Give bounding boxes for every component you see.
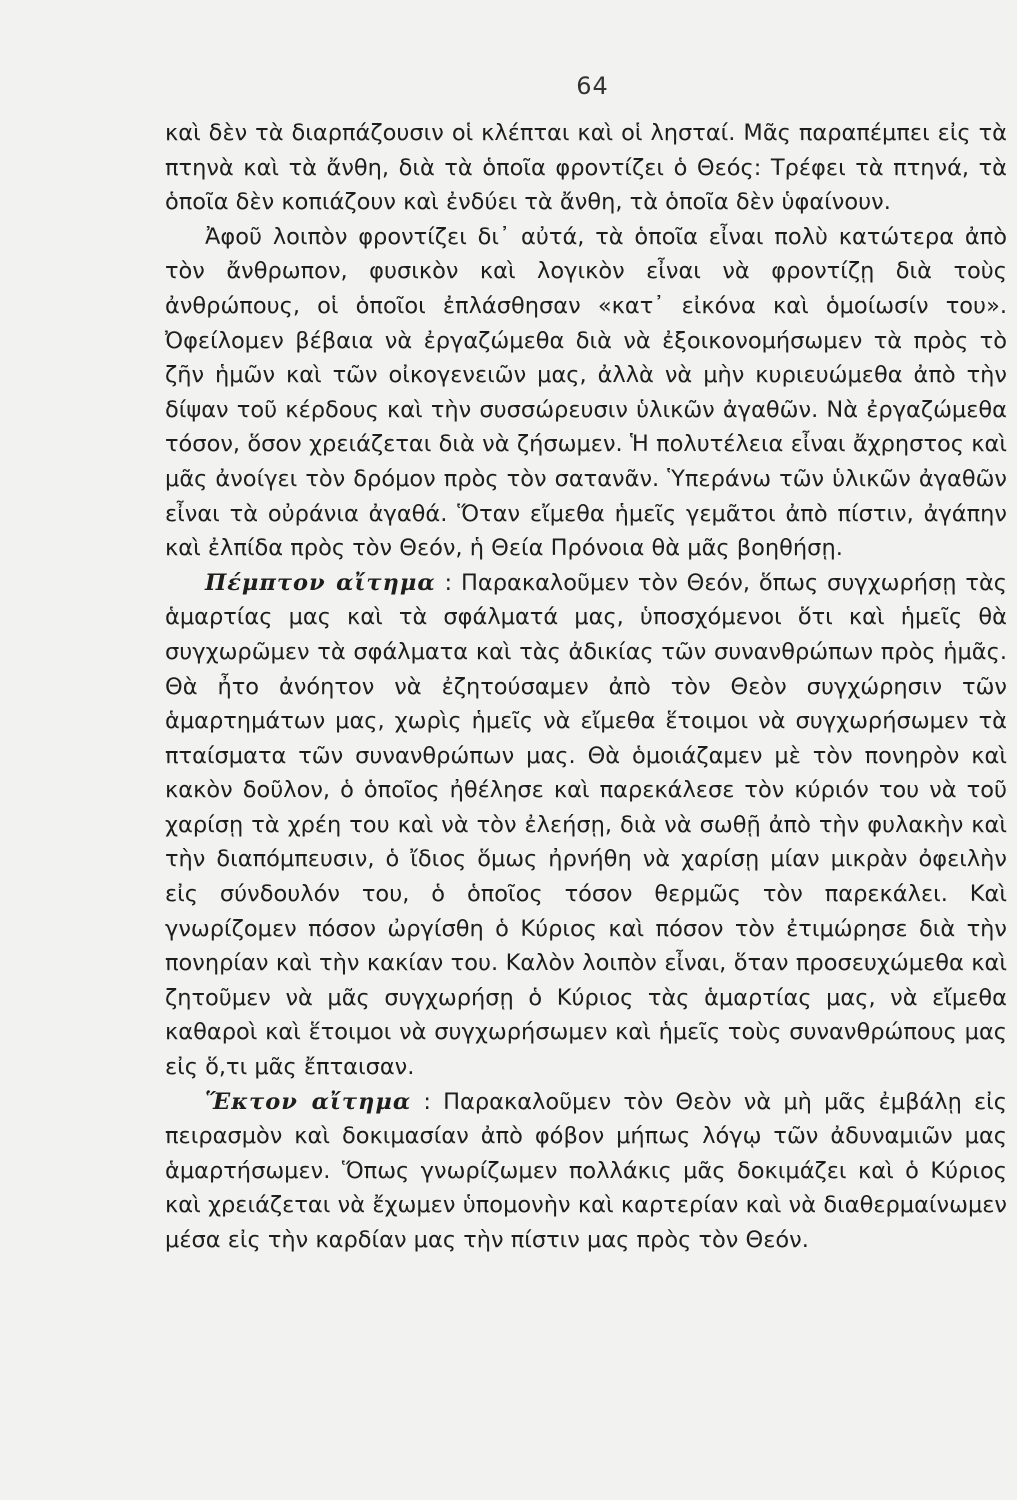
page-number: 64 xyxy=(576,72,609,100)
paragraph-4 xyxy=(165,1085,1007,1258)
paragraph-2: Ἀφοῦ λοιπὸν φροντίζει δι᾽ αὐτά, τὰ ὁποῖα εἶναι πολὺ κατώτερα ἀπὸ τὸν ἄνθρωπον, φυσικὸν καὶ λογικὸν εἶναι νὰ φροντίζῃ διὰ τοὺς ἀνθρώπους, οἱ ὁποῖοι ἐπλάσθησαν «κατ᾽ εἰκόνα καὶ ὁμοίωσίν του». Ὀφείλομεν βέβαια νὰ ἐργαζώμεθα διὰ νὰ ἐξοικονομήσωμεν τὰ πρὸς τὸ ζῆν ἡμῶν καὶ τῶν οἰκογενειῶν μας, ἀλλὰ νὰ μὴν κυριευώμεθα ἀπὸ τὴν δίψαν τοῦ κέρδους καὶ τὴν συσσώρευσιν ὑλικῶν ἀγαθῶν. Νὰ ἐργαζώμεθα τόσον, ὅσον χρειάζεται διὰ νὰ ζήσωμεν. Ἡ πολυτέλεια εἶναι ἄχρηστος καὶ μᾶς ἀνοίγει τὸν δρόμον πρὸς τὸν σατανᾶν. Ὑπεράνω τῶν ὑλικῶν ἀγαθῶν εἶναι τὰ οὐράνια ἀγαθά. Ὅταν εἴμεθα ἡμεῖς γεμᾶτοι ἀπὸ πίστιν, ἀγάπην καὶ ἐλπίδα πρὸς τὸν Θεόν, ἡ Θεία Πρόνοια θὰ μᾶς βοηθήσῃ. xyxy=(165,223,1007,562)
sixth-petition-text: : Παρακαλοῦμεν τὸν Θεὸν νὰ μὴ μᾶς ἐμβάλῃ εἰς πειρασμὸν καὶ δοκιμασίαν ἀπὸ φόβον μήπως λόγῳ τῶν ἀδυναμιῶν μας ἁμαρτήσωμεν. Ὅπως γνωρίζωμεν πολλάκις μᾶς δοκιμάζει καὶ ὁ Κύριος καὶ χρειάζεται νὰ ἔχωμεν ὑπομονὴν καὶ καρτερίαν καὶ νὰ διαθερμαίνωμεν μέσα εἰς τὴν καρδίαν μας τὴν πίστιν μας πρὸς τὸν Θεόν. xyxy=(165,1088,1007,1253)
body-text xyxy=(165,116,1007,1258)
fifth-petition-heading: Πέμπτον αἴτημα xyxy=(205,569,436,596)
fifth-petition-text: : Παρακαλοῦμεν τὸν Θεόν, ὅπως συγχωρήσῃ τὰς ἁμαρτίας μας καὶ τὰ σφάλματά μας, ὑποσχόμενοι ὅτι καὶ ἡμεῖς θὰ συγχωρῶμεν τὰ σφάλματα καὶ τὰς ἀδικίας τῶν συνανθρώπων πρὸς ἡμᾶς. Θὰ ἦτο ἀνόητον νὰ ἐζητούσαμεν ἀπὸ τὸν Θεὸν συγχώρησιν τῶν ἁμαρτημάτων μας, χωρὶς ἡμεῖς νὰ εἴμεθα ἕτοιμοι νὰ συγχωρήσωμεν τὰ πταίσματα τῶν συνανθρώπων μας. Θὰ ὁμοιάζαμεν μὲ τὸν πονηρὸν καὶ κακὸν δοῦλον, ὁ ὁποῖος ἠθέλησε καὶ παρεκάλεσε τὸν κύριόν του νὰ τοῦ χαρίσῃ τὰ χρέη του καὶ νὰ τὸν ἐλεήσῃ, διὰ νὰ σωθῇ ἀπὸ τὴν φυλακὴν καὶ τὴν διαπόμπευσιν, ὁ ἴδιος ὅμως ἠρνήθη νὰ χαρίσῃ μίαν μικρὰν ὀφειλὴν εἰς σύνδουλόν του, ὁ ὁποῖος τόσον θερμῶς τὸν παρεκάλει. Καὶ γνωρίζομεν πόσον ὠργίσθη ὁ Κύριος καὶ πόσον τὸν ἐτιμώρησε διὰ τὴν πονηρίαν καὶ τὴν κακίαν του. Καλὸν λοιπὸν εἶναι, ὅταν προσευχώμεθα καὶ ζητοῦμεν νὰ μᾶς συγχωρήσῃ ὁ Κύριος τὰς ἁμαρτίας μας, νὰ εἴμεθα καθαροὶ καὶ ἕτοιμοι νὰ συγχωρήσωμεν καὶ ἡμεῖς τοὺς συνανθρώπους μας εἰς ὅ,τι μᾶς ἔπταισαν. xyxy=(165,569,1007,1081)
sixth-petition-heading: Ἕκτον αἴτημα xyxy=(205,1088,412,1115)
paragraph-1: καὶ δὲν τὰ διαρπάζουσιν οἱ κλέπται καὶ οἱ λησταί. Μᾶς παραπέμπει εἰς τὰ πτηνὰ καὶ τὰ ἄνθη, διὰ τὰ ὁποῖα φροντίζει ὁ Θεός: Τρέφει τὰ πτηνά, τὰ ὁποῖα δὲν κοπιάζουν καὶ ἐνδύει τὰ ἄνθη, τὰ ὁποῖα δὲν ὑφαίνουν. xyxy=(165,120,1007,216)
paragraph-3 xyxy=(165,566,1007,1085)
